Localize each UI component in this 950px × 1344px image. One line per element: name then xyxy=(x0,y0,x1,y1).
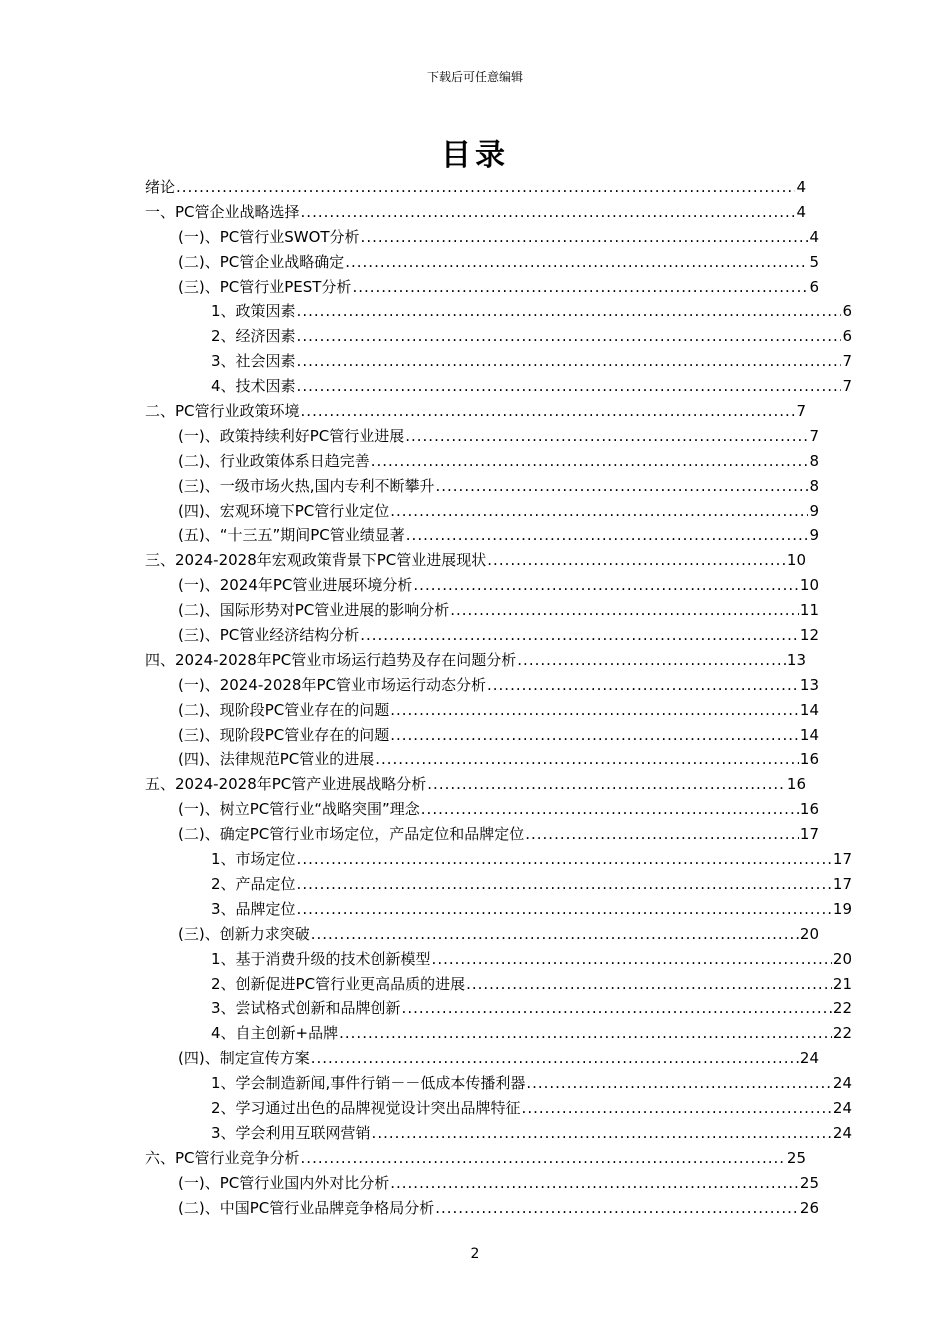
toc-leader-dots xyxy=(390,1171,799,1196)
toc-entry-label: (五)、“十三五”期间PC管业绩显著 xyxy=(178,526,405,545)
toc-entry[interactable] xyxy=(145,1046,819,1071)
toc-entry-page: 19 xyxy=(832,899,852,918)
toc-entry[interactable] xyxy=(145,1146,806,1171)
page-header: 下载后可任意编辑 xyxy=(426,70,523,84)
toc-entry-label: (二)、行业政策体系日趋完善 xyxy=(178,451,370,470)
toc-entry-page: 10 xyxy=(786,551,806,570)
toc-entry-label: (一)、树立PC管行业“战略突围”理念 xyxy=(178,800,420,819)
toc-entry-page: 4 xyxy=(809,227,819,246)
toc-leader-dots xyxy=(297,324,842,349)
toc-entry-page: 25 xyxy=(799,1173,819,1192)
toc-entry-label: 2、经济因素 xyxy=(211,327,296,346)
toc-leader-dots xyxy=(339,1021,832,1046)
toc-leader-dots xyxy=(427,772,786,797)
toc-entry[interactable] xyxy=(145,623,819,648)
toc-entry[interactable] xyxy=(145,324,852,349)
toc-entry-label: 1、政策因素 xyxy=(211,302,296,321)
toc-entry-page: 11 xyxy=(799,601,819,620)
toc-entry-label: (一)、政策持续利好PC管行业进展 xyxy=(178,426,405,445)
toc-leader-dots xyxy=(297,897,832,922)
toc-entry-page: 26 xyxy=(799,1198,819,1217)
toc-entry-page: 6 xyxy=(842,327,852,346)
toc-entry-label: (三)、创新力求突破 xyxy=(178,924,310,943)
toc-entry[interactable] xyxy=(145,499,819,524)
toc-leader-dots xyxy=(352,275,808,300)
toc-entry-page: 13 xyxy=(786,650,806,669)
toc-leader-dots xyxy=(435,1196,799,1221)
toc-entry[interactable] xyxy=(145,548,806,573)
toc-leader-dots xyxy=(301,200,796,225)
toc-entry-label: (三)、现阶段PC管业存在的问题 xyxy=(178,725,390,744)
toc-entry-page: 22 xyxy=(832,999,852,1018)
toc-entry-label: 二、PC管行业政策环境 xyxy=(145,402,300,421)
toc-entry-label: (一)、2024年PC管业进展环境分析 xyxy=(178,576,413,595)
toc-entry-label: 3、品牌定位 xyxy=(211,899,296,918)
toc-leader-dots xyxy=(522,1096,832,1121)
toc-entry[interactable] xyxy=(145,972,852,997)
toc-entry[interactable] xyxy=(145,449,819,474)
toc-entry[interactable] xyxy=(145,424,819,449)
toc-leader-dots xyxy=(402,996,832,1021)
toc-leader-dots xyxy=(301,399,796,424)
toc-leader-dots xyxy=(450,598,799,623)
toc-entry-page: 10 xyxy=(799,576,819,595)
toc-entry-label: (一)、PC管行业SWOT分析 xyxy=(178,227,360,246)
toc-leader-dots xyxy=(371,449,809,474)
toc-entry-page: 22 xyxy=(832,1024,852,1043)
toc-leader-dots xyxy=(372,1121,832,1146)
toc-entry[interactable] xyxy=(145,598,819,623)
toc-entry-page: 17 xyxy=(799,825,819,844)
toc-entry[interactable] xyxy=(145,822,819,847)
toc-entry-label: 绪论 xyxy=(145,178,176,196)
toc-entry-label: 1、基于消费升级的技术创新模型 xyxy=(211,949,431,968)
toc-entry-label: (四)、制定宣传方案 xyxy=(178,1049,310,1068)
toc-entry-page: 6 xyxy=(809,277,819,296)
toc-entry[interactable] xyxy=(145,1096,852,1121)
toc-entry-label: 3、学会利用互联网营销 xyxy=(211,1123,371,1142)
toc-entry[interactable] xyxy=(145,275,819,300)
toc-entry-page: 21 xyxy=(832,974,852,993)
toc-entry[interactable] xyxy=(145,1196,819,1221)
toc-entry-page: 5 xyxy=(809,252,819,271)
toc-entry-page: 24 xyxy=(832,1074,852,1093)
toc-entry-label: 2、创新促进PC管行业更高品质的进展 xyxy=(211,974,466,993)
toc-entry[interactable] xyxy=(145,399,806,424)
toc-entry-page: 25 xyxy=(786,1148,806,1167)
toc-entry-page: 7 xyxy=(842,377,852,396)
toc-entry-label: 4、技术因素 xyxy=(211,377,296,396)
toc-entry[interactable] xyxy=(145,1121,852,1146)
toc-entry[interactable] xyxy=(145,747,819,772)
toc-entry-label: 2、学习通过出色的品牌视觉设计突出品牌特征 xyxy=(211,1098,521,1117)
toc-leader-dots xyxy=(297,872,832,897)
toc-entry-label: 六、PC管行业竞争分析 xyxy=(145,1148,300,1167)
toc-leader-dots xyxy=(413,573,799,598)
toc-title: 目录 xyxy=(441,138,509,173)
toc-entry-page: 24 xyxy=(799,1049,819,1068)
toc-entry-label: (二)、现阶段PC管业存在的问题 xyxy=(178,700,390,719)
toc-entry-page: 7 xyxy=(842,352,852,371)
toc-leader-dots xyxy=(405,424,808,449)
toc-entry[interactable] xyxy=(145,698,819,723)
toc-leader-dots xyxy=(297,847,832,872)
toc-entry-label: (二)、确定PC管行业市场定位，产品定位和品牌定位 xyxy=(178,825,525,844)
toc-entry-page: 16 xyxy=(799,750,819,769)
toc-entry-label: 三、2024-2028年宏观政策背景下PC管业进展现状 xyxy=(145,551,487,570)
toc-entry-page: 20 xyxy=(799,924,819,943)
toc-entry-page: 17 xyxy=(832,850,852,869)
toc-entry-page: 17 xyxy=(832,874,852,893)
toc-entry[interactable] xyxy=(145,175,806,200)
toc-entry-label: 4、自主创新+品牌 xyxy=(211,1024,339,1043)
toc-leader-dots xyxy=(390,723,799,748)
toc-entry-page: 7 xyxy=(796,402,806,421)
toc-leader-dots xyxy=(311,1046,799,1071)
toc-entry-page: 16 xyxy=(786,775,806,794)
toc-entry-label: 3、尝试格式创新和品牌创新 xyxy=(211,999,401,1018)
toc-entry[interactable] xyxy=(145,1071,852,1096)
toc-leader-dots xyxy=(406,523,809,548)
toc-entry-page: 16 xyxy=(799,800,819,819)
toc-entry-label: (三)、PC管行业PEST分析 xyxy=(178,277,352,296)
toc-entry[interactable] xyxy=(145,872,852,897)
toc-entry[interactable] xyxy=(145,250,819,275)
toc-entry-label: 3、社会因素 xyxy=(211,352,296,371)
toc-entry[interactable] xyxy=(145,474,819,499)
toc-entry[interactable] xyxy=(145,723,819,748)
toc-leader-dots xyxy=(435,474,808,499)
toc-entry-label: (一)、2024-2028年PC管业市场运行动态分析 xyxy=(178,675,486,694)
toc-entry-label: (一)、PC管行业国内外对比分析 xyxy=(178,1173,390,1192)
toc-leader-dots xyxy=(526,1071,832,1096)
toc-entry[interactable] xyxy=(145,947,852,972)
toc-leader-dots xyxy=(390,698,799,723)
toc-entry[interactable] xyxy=(145,374,852,399)
toc-entry-page: 9 xyxy=(809,526,819,545)
toc-entry-label: (二)、中国PC管行业品牌竞争格局分析 xyxy=(178,1198,435,1217)
toc-entry-label: 一、PC管企业战略选择 xyxy=(145,202,300,221)
toc-leader-dots xyxy=(361,225,809,250)
toc-entry-label: (四)、法律规范PC管业的进展 xyxy=(178,750,375,769)
toc-leader-dots xyxy=(421,797,799,822)
page-number: 2 xyxy=(470,1246,480,1262)
toc-leader-dots xyxy=(525,822,799,847)
toc-entry-label: 2、产品定位 xyxy=(211,874,296,893)
toc-entry[interactable] xyxy=(145,299,852,324)
toc-entry-page: 24 xyxy=(832,1123,852,1142)
toc-leader-dots xyxy=(297,374,842,399)
toc-entry-page: 14 xyxy=(799,700,819,719)
toc-leader-dots xyxy=(345,250,808,275)
toc-entry[interactable] xyxy=(145,847,852,872)
toc-leader-dots xyxy=(466,972,832,997)
toc-entry[interactable] xyxy=(145,648,806,673)
toc-entry[interactable] xyxy=(145,922,819,947)
toc-entry-label: 1、市场定位 xyxy=(211,850,296,869)
toc-entry-label: (四)、宏观环境下PC管行业定位 xyxy=(178,501,390,520)
toc-entry-page: 13 xyxy=(799,675,819,694)
toc-entry-label: 五、2024-2028年PC管产业进展战略分析 xyxy=(145,775,427,794)
toc-entry[interactable] xyxy=(145,523,819,548)
toc-entry-page: 6 xyxy=(842,302,852,321)
toc-entry[interactable] xyxy=(145,996,852,1021)
toc-entry-page: 8 xyxy=(809,451,819,470)
toc-entry[interactable] xyxy=(145,673,819,698)
toc-entry-page: 12 xyxy=(799,626,819,645)
toc-entry[interactable] xyxy=(145,573,819,598)
toc-leader-dots xyxy=(297,299,842,324)
toc-entry-page: 4 xyxy=(796,202,806,221)
toc-entry-page: 7 xyxy=(809,426,819,445)
toc-entry[interactable] xyxy=(145,1021,852,1046)
toc-leader-dots xyxy=(301,1146,786,1171)
table-of-contents xyxy=(145,175,852,1220)
toc-entry-page: 9 xyxy=(809,501,819,520)
toc-entry[interactable] xyxy=(145,225,819,250)
toc-leader-dots xyxy=(487,673,799,698)
toc-leader-dots xyxy=(176,175,795,200)
toc-leader-dots xyxy=(390,499,808,524)
toc-leader-dots xyxy=(487,548,786,573)
toc-entry-label: (二)、PC管企业战略确定 xyxy=(178,252,345,271)
toc-entry[interactable] xyxy=(145,349,852,374)
toc-entry-page: 8 xyxy=(809,476,819,495)
toc-entry-label: (三)、一级市场火热,国内专利不断攀升 xyxy=(178,476,435,495)
toc-leader-dots xyxy=(375,747,799,772)
toc-entry[interactable] xyxy=(145,200,806,225)
toc-entry-page: 4 xyxy=(796,178,806,196)
toc-entry-page: 14 xyxy=(799,725,819,744)
toc-entry-label: (二)、国际形势对PC管业进展的影响分析 xyxy=(178,601,450,620)
toc-leader-dots xyxy=(517,648,786,673)
toc-entry[interactable] xyxy=(145,797,819,822)
toc-entry[interactable] xyxy=(145,897,852,922)
toc-entry-page: 24 xyxy=(832,1098,852,1117)
toc-entry-label: (三)、PC管业经济结构分析 xyxy=(178,626,360,645)
toc-leader-dots xyxy=(360,623,799,648)
toc-entry-label: 四、2024-2028年PC管业市场运行趋势及存在问题分析 xyxy=(145,650,517,669)
toc-entry-page: 20 xyxy=(832,949,852,968)
toc-leader-dots xyxy=(432,947,832,972)
toc-entry[interactable] xyxy=(145,772,806,797)
toc-entry[interactable] xyxy=(145,1171,819,1196)
toc-leader-dots xyxy=(297,349,842,374)
toc-leader-dots xyxy=(311,922,799,947)
toc-entry-label: 1、学会制造新闻,事件行销－－低成本传播利器 xyxy=(211,1074,526,1093)
